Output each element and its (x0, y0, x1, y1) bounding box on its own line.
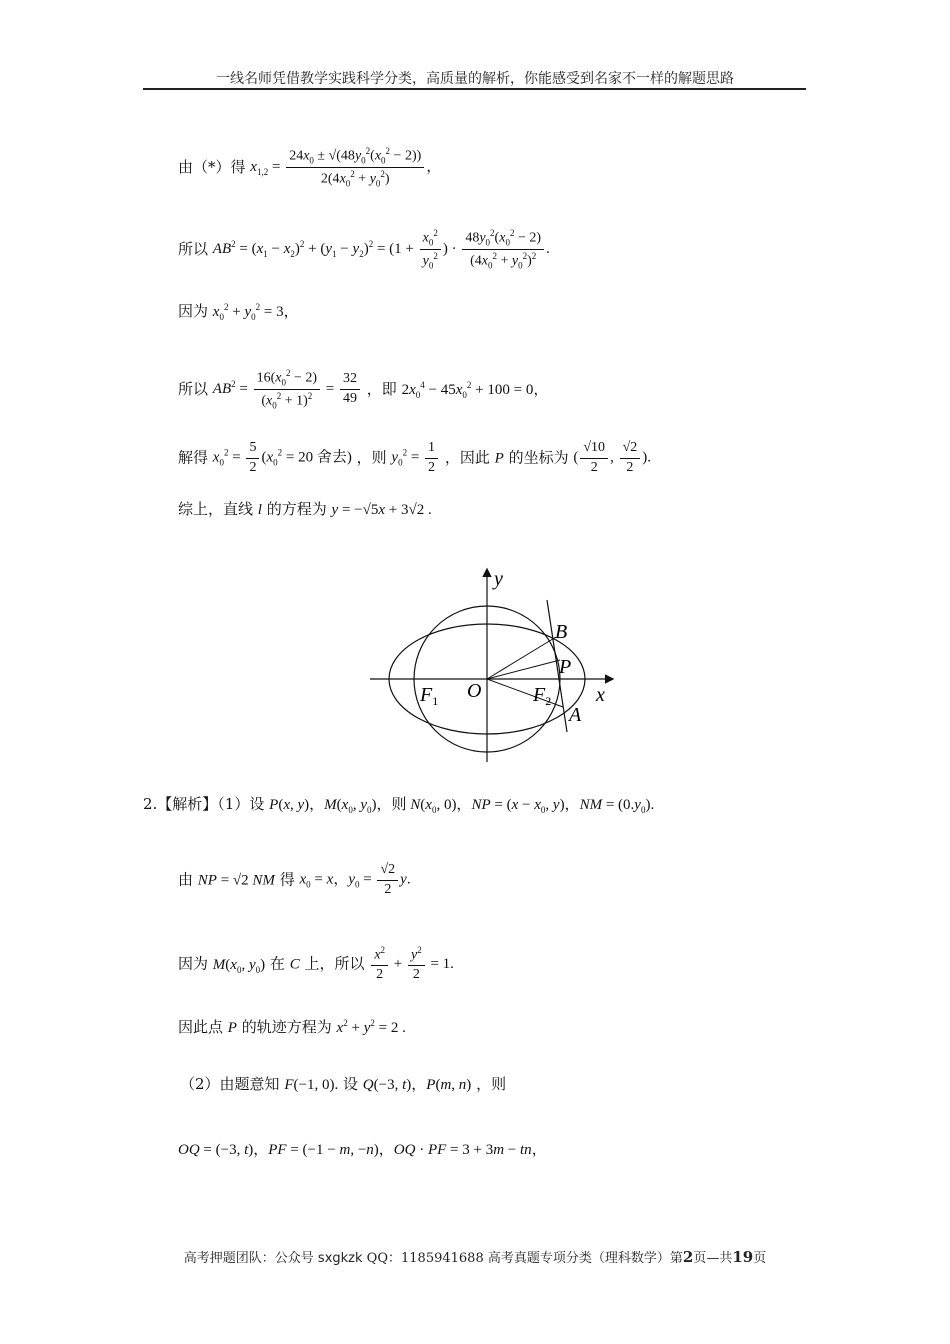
label-a: A (569, 704, 582, 726)
p2-line5 (180, 1075, 506, 1094)
text: ，因此 (444, 448, 490, 467)
var-l: l (257, 502, 262, 518)
text: 因为 (178, 302, 209, 320)
formula-x12: $x_{1,2}$ = $\frac{24x_0 \pm √(48y_0^2(x_0^2 - 2))}{2(4x_0^2 + y_0^2)}$ ， (250, 146, 442, 189)
label-y: y (494, 568, 503, 590)
p2-line6 (178, 1140, 547, 1159)
text: 设 (342, 1075, 358, 1093)
footer-total-pages: 19 (732, 1248, 754, 1266)
text: 的轨迹方程为 (241, 1018, 332, 1036)
text: 上，所以 (304, 954, 365, 973)
p2-line3 (178, 945, 454, 984)
formula-line-l: y = −√5x + 3√2 . (331, 502, 432, 518)
text: 得 (279, 870, 295, 889)
label-f2 (532, 684, 551, 708)
p1-line2 (178, 228, 550, 272)
f2-letter: F (533, 684, 546, 706)
f1-letter: F (420, 684, 433, 706)
page-footer (0, 1247, 950, 1266)
p2-line1 (143, 795, 654, 816)
segment-ob (487, 637, 556, 679)
formula-m: $M(x_0$, $y_0$) (212, 956, 266, 975)
footer-qq: 1185941688 (401, 1251, 484, 1266)
var-p: P (494, 450, 504, 467)
formula-vectors: OQ = (−3, t)，PF = (−1 − m, −n)，OQ · PF = 3 + 3m − tn， (178, 1142, 547, 1158)
footer-mid: 页—共 (693, 1251, 733, 1266)
formula-f: F(−1, 0). (284, 1077, 339, 1093)
formula-sum: $x_0^2 + y_0^2 = 3$， (212, 302, 299, 322)
formula-ab2: $AB^2 = (x_1 - x_2)^2 + (y_1 - y_2)^2 = (1$ + $\frac{x_0^2}{y_0^2}$ ) · $\frac{48y_0^2(x_0^2 - 2)}{(4x_0^2 + y_0^2)^2}$ . (212, 228, 550, 271)
segment-oa (487, 679, 563, 707)
f1-sub: 1 (432, 694, 439, 708)
p1-line6 (178, 500, 432, 519)
p1-line3 (178, 302, 299, 323)
footer-end: 页 (753, 1251, 767, 1266)
formula-y0sq: $y_0^2$ = $\frac{1}{2}$ (391, 440, 440, 477)
text: ，则 (476, 1075, 507, 1093)
text: 因此点 (178, 1018, 224, 1036)
footer-team: 高考押题团队：公众号 (183, 1251, 314, 1266)
text: 由（*）得 (178, 157, 246, 176)
var-c: C (289, 956, 300, 973)
formula-locus: $x^2 + y^2 = 2$ . (336, 1018, 406, 1036)
text: 综上，直线 (178, 500, 254, 518)
label-x: x (596, 684, 605, 706)
label-b: B (555, 621, 568, 643)
formula-setup: P(x, y)，$M(x_0$, $y_0$)，则 $N(x_0$, 0)，NP = ($x - x_0$, y)，NM = $(0.y_0)$. (269, 797, 655, 815)
text: 由 (178, 870, 194, 889)
label-o: O (467, 680, 482, 702)
text: ，则 (356, 448, 387, 467)
page-header-title: 一线名师凭借教学实践科学分类，高质量的解析，你能感受到名家不一样的解题思路 (216, 71, 734, 87)
p2-line4 (178, 1018, 406, 1037)
text: 的方程为 (266, 500, 327, 518)
formula-ab2-value: $AB^2$ = $\frac{16(x_0^2 - 2)}{(x_0^2 + 1)^2}$ = $\frac{32}{49}$ (213, 368, 362, 412)
label-f1 (419, 684, 438, 708)
footer-account: sxgkzk (317, 1251, 363, 1266)
p2-line2 (178, 862, 411, 899)
footer-desc: 高考真题专项分类（理科数学）第 (487, 1251, 683, 1266)
text: 解得 (178, 448, 209, 467)
f2-sub: 2 (545, 694, 552, 708)
text: 的坐标为 (508, 448, 569, 467)
section-heading: 2.【解析】（1）设 (143, 795, 265, 813)
formula-x0-y0: $x_0 = x$，$y_0$ = $\frac{√2}{2}$ y. (299, 862, 411, 897)
header-rule (143, 88, 806, 90)
p1-line1 (178, 146, 441, 190)
text: 因为 (178, 954, 209, 973)
text: 所以 (178, 379, 209, 398)
formula-x0sq: $x_0^2$ = $\frac{5}{2}$ ($x_0^2 = 20$ 舍去) (212, 440, 352, 475)
formula-np-nm: NP = √2 NM (197, 872, 275, 889)
text: 在 (269, 954, 285, 973)
footer-page-number: 2 (682, 1248, 694, 1266)
formula-point-p: ( $\frac{√10}{2}$ , $\frac{√2}{2}$ ). (573, 440, 651, 475)
p1-line4 (178, 368, 548, 412)
text: ，即 (366, 379, 397, 398)
footer-qq-label: QQ： (366, 1251, 401, 1266)
segment-op (487, 660, 560, 679)
label-p: P (559, 656, 572, 678)
var-p2: P (227, 1020, 237, 1036)
p1-line5 (178, 440, 651, 477)
text: （2）由题意知 (180, 1075, 280, 1093)
formula-q-p: Q(−3, t)，P(m, n) (362, 1077, 472, 1093)
formula-ellipse-c: $\frac{x^2}{2}$ + $\frac{y^2}{2}$ = 1. (369, 945, 454, 984)
ellipse-circle-figure (360, 560, 630, 770)
formula-quartic: $2x_0^4 - 45x_0^2 + 100 = 0$， (401, 379, 549, 400)
text: 所以 (178, 239, 209, 258)
